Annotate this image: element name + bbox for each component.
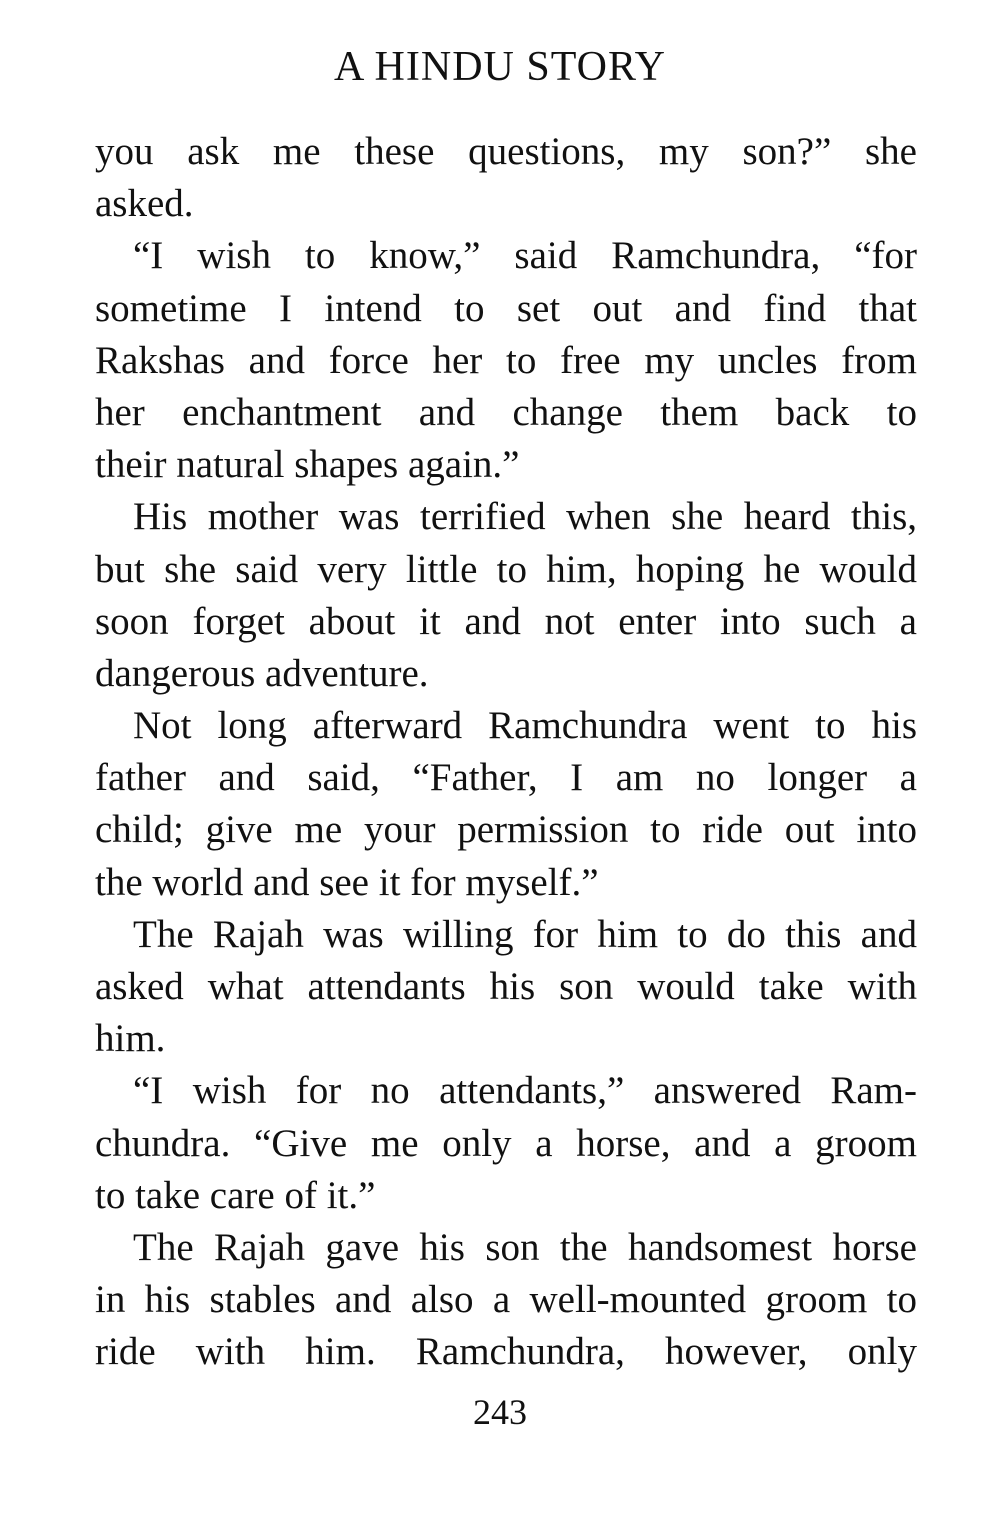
text-line: you ask me these questions, my son?” she bbox=[95, 130, 917, 173]
text-line: “I wish to know,” said Ramchundra, “for bbox=[133, 234, 917, 278]
text-line: “I wish for no attendants,” answered Ram- bbox=[133, 1069, 917, 1113]
text-line: their natural shapes again.” bbox=[95, 443, 520, 487]
text-line: to take care of it.” bbox=[95, 1173, 376, 1217]
running-title: A HINDU STORY bbox=[334, 44, 666, 90]
text-line: The Rajah was willing for him to do this and bbox=[133, 912, 917, 956]
paragraph bbox=[95, 909, 917, 1066]
paragraph bbox=[95, 1065, 917, 1222]
text-line: The Rajah gave his son the handsomest horse bbox=[133, 1225, 917, 1269]
text-line: him. bbox=[95, 1017, 166, 1061]
paragraph bbox=[95, 491, 917, 700]
text-line: sometime I intend to set out and find that bbox=[95, 286, 917, 330]
text-line: asked. bbox=[95, 182, 194, 226]
text-line: chundra. “Give me only a horse, and a groom bbox=[95, 1121, 917, 1165]
page-number: 243 bbox=[473, 1392, 527, 1432]
paragraph bbox=[95, 126, 917, 230]
paragraph bbox=[95, 230, 917, 491]
text-line: dangerous adventure. bbox=[95, 651, 429, 695]
text-line: Not long afterward Ramchundra went to his bbox=[133, 704, 917, 748]
text-line: in his stables and also a well-mounted groom to bbox=[95, 1278, 917, 1322]
text-line: her enchantment and change them back to bbox=[95, 390, 917, 434]
paragraph bbox=[95, 1222, 917, 1379]
text-line: ride with him. Ramchundra, however, only bbox=[95, 1330, 917, 1374]
body-text bbox=[95, 126, 917, 1379]
text-line: the world and see it for myself.” bbox=[95, 860, 599, 904]
text-line: child; give me your permission to ride out into bbox=[95, 808, 917, 852]
text-line: asked what attendants his son would take with bbox=[95, 965, 917, 1008]
text-line: father and said, “Father, I am no longer a bbox=[95, 756, 917, 800]
text-line: Rakshas and force her to free my uncles from bbox=[95, 338, 917, 382]
text-line: His mother was terrified when she heard this, bbox=[133, 495, 917, 539]
text-line: but she said very little to him, hoping he would bbox=[95, 547, 917, 591]
text-line: soon forget about it and not enter into such a bbox=[95, 599, 917, 643]
paragraph bbox=[95, 700, 917, 909]
